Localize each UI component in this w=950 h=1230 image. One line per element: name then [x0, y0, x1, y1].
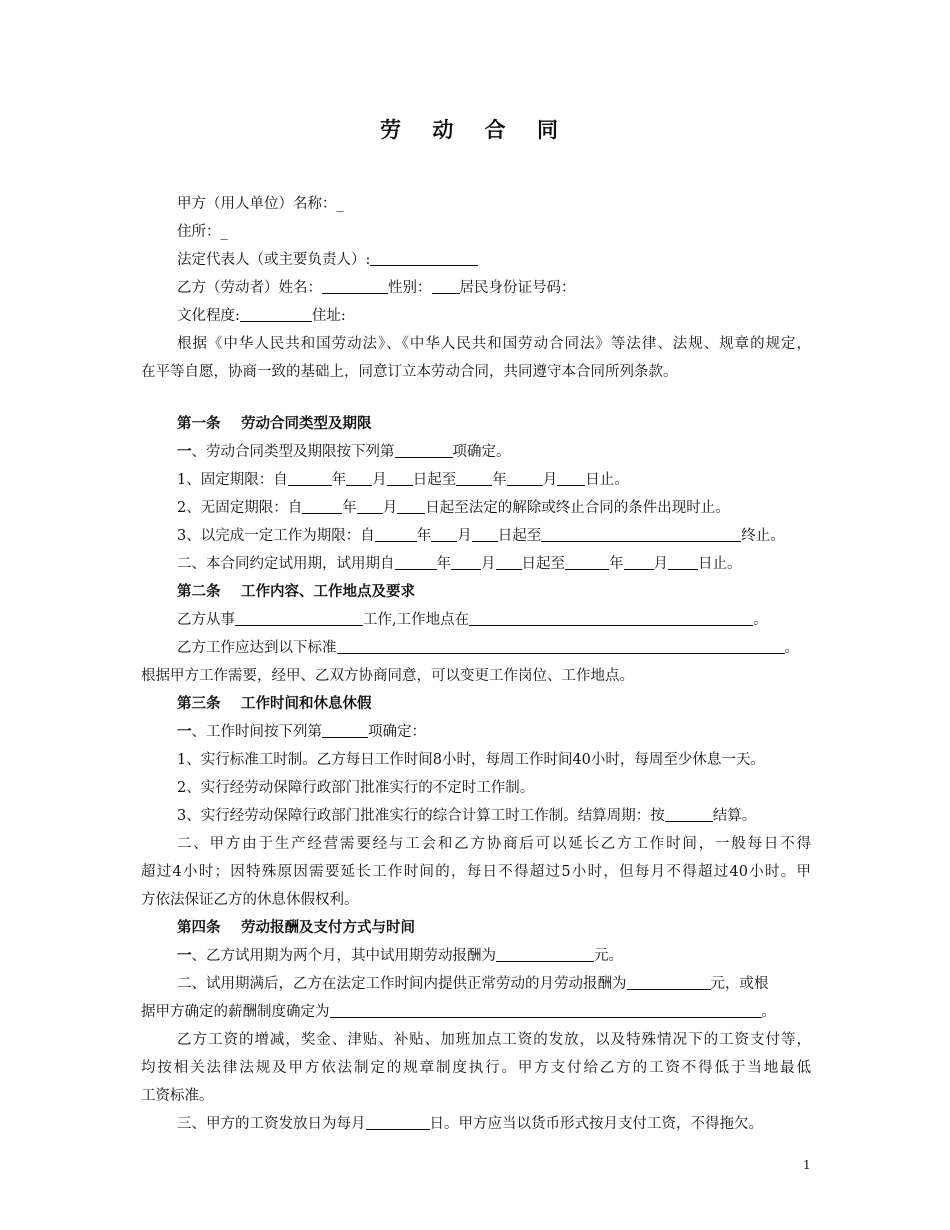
day-from-to-text: 日起至 [412, 472, 457, 488]
overtime-line-1: 二、甲方由于生产经营需要经与工会和乙方协商后可以延长乙方工作时间，一般每日不得 [177, 836, 811, 852]
year-text: 年 [609, 556, 624, 572]
trial-start-day-blank[interactable] [496, 554, 522, 570]
yuan-text: 元。 [594, 948, 623, 964]
art3-item-a [141, 718, 811, 746]
article-4-heading [141, 914, 811, 942]
party-a-label: 甲方（用人单位）名称：_ [177, 196, 344, 212]
task-term-line [141, 522, 811, 550]
trial-end-day-blank[interactable] [668, 554, 698, 570]
task-term-to-text: 日起至 [497, 528, 542, 544]
article-1-title: 劳动合同类型及期限 [241, 416, 372, 432]
payday-label: 三、甲方的工资发放日为每月 [177, 1116, 366, 1132]
month-text: 月 [481, 556, 496, 572]
art1-item-a-text: 、劳动合同类型及期限按下列第 [191, 444, 395, 460]
contract-body [141, 190, 811, 1138]
work-standard-line [141, 634, 811, 662]
education-line [141, 302, 811, 330]
month-text: 月 [542, 472, 558, 488]
article-3-title: 工作时间和休息休假 [241, 696, 372, 712]
article-4-number: 第四条 [177, 920, 221, 936]
standard-blank[interactable] [337, 638, 785, 654]
comprehensive-hours-label: 3、实行经劳动保障行政部门批准实行的综合计算工时工作制。结算周期：按 [177, 808, 665, 824]
year-text: 年 [436, 556, 451, 572]
party-b-name-label: 乙方（劳动者）姓名： [177, 280, 322, 296]
task-start-day-blank[interactable] [472, 526, 498, 542]
article-2-heading [141, 578, 811, 606]
article-2-number: 第二条 [177, 584, 221, 600]
month-text: 月 [653, 556, 668, 572]
month-text: 月 [372, 472, 387, 488]
monthly-pay-blank[interactable] [627, 974, 711, 990]
art1-item-a [141, 438, 811, 466]
open-start-month-blank[interactable] [357, 498, 383, 514]
period-text: 。 [761, 1004, 776, 1020]
wage-line-3: 工资标准。 [141, 1088, 214, 1104]
wage-line-2: 均按相关法律法规及甲方依法制定的规章制度执行。甲方支付给乙方的工资不得低于当地最低 [141, 1060, 811, 1076]
task-start-year-blank[interactable] [375, 526, 417, 542]
page-number: 1 [803, 1158, 811, 1172]
standard-hours-line: 1、实行标准工时制。乙方每日工作时间8小时，每周工作时间40小时，每周至少休息一天。 [177, 752, 765, 768]
fixed-start-day-blank[interactable] [387, 470, 413, 486]
salary-system-line [141, 998, 811, 1026]
work-hours-type-blank[interactable] [322, 722, 368, 738]
fixed-start-year-blank[interactable] [288, 470, 332, 486]
work-change-line: 根据甲方工作需要，经甲、乙双方协商同意，可以变更工作岗位、工作地点。 [141, 668, 634, 684]
period-text: 。 [753, 612, 768, 628]
payday-end-text: 日。甲方应当以货币形式按月支付工资，不得拖欠。 [429, 1116, 763, 1132]
payday-line [141, 1110, 811, 1138]
task-start-month-blank[interactable] [431, 526, 457, 542]
open-term-end-text: 日起至法定的解除或终止合同的条件出现时止。 [425, 500, 730, 516]
work-location-label: 工作,工作地点在 [363, 612, 470, 628]
article-2-title: 工作内容、工作地点及要求 [241, 584, 415, 600]
preamble-line-1: 根据《中华人民共和国劳动法》、《中华人民共和国劳动合同法》等法律、法规、规章的规定， [177, 336, 811, 352]
fixed-start-month-blank[interactable] [346, 470, 372, 486]
flexible-hours-line: 2、实行经劳动保障行政部门批准实行的不定时工作制。 [177, 780, 535, 796]
article-4-title: 劳动报酬及支付方式与时间 [241, 920, 415, 936]
year-text: 年 [331, 472, 347, 488]
year-text: 年 [492, 472, 507, 488]
trial-pay-blank[interactable] [496, 946, 594, 962]
trial-end-year-blank[interactable] [565, 554, 609, 570]
settlement-end-text: 结算。 [712, 808, 757, 824]
gender-label: 性别： [388, 280, 432, 296]
comprehensive-hours-line [141, 802, 811, 830]
month-text: 月 [457, 528, 472, 544]
overtime-line-2: 超过4小时；因特殊原因需要延长工作时间的，每日不得超过5小时，但每月不得超过40小时。甲 [141, 864, 811, 880]
art1-item-a-lead: 一 [177, 444, 192, 460]
party-b-line [141, 274, 811, 302]
open-start-day-blank[interactable] [397, 498, 425, 514]
year-text: 年 [342, 500, 357, 516]
article-3-heading [141, 690, 811, 718]
fixed-term-label: 1、固定期限：自 [177, 472, 288, 488]
legal-rep-label: 法定代表人（或主要负责人）: [177, 252, 371, 268]
preamble-line-2: 在平等自愿，协商一致的基础上，同意订立本劳动合同，共同遵守本合同所列条款。 [141, 364, 678, 380]
location-blank[interactable] [469, 610, 753, 626]
month-text: 月 [382, 500, 398, 516]
article-3-number: 第三条 [177, 696, 221, 712]
day-end-text: 日止。 [698, 556, 742, 572]
year-text: 年 [416, 528, 432, 544]
open-term-line [141, 494, 811, 522]
trial-period-label: 二、本合同约定试用期，试用期自 [177, 556, 395, 572]
open-start-year-blank[interactable] [302, 498, 342, 514]
education-label: 文化程度: [177, 308, 240, 324]
work-content-label: 乙方从事 [177, 612, 235, 628]
article-1-heading [141, 410, 811, 438]
id-label: 居民身份证号码： [459, 280, 576, 296]
monthly-pay-line [141, 970, 811, 998]
art3-item-a-end: 项确定： [368, 724, 426, 740]
settlement-cycle-blank[interactable] [665, 806, 713, 822]
trial-start-year-blank[interactable] [395, 554, 437, 570]
trial-period-line [141, 550, 811, 578]
fixed-end-day-blank[interactable] [557, 470, 585, 486]
address-label: 住所：_ [177, 224, 228, 240]
legal-rep-line [141, 246, 811, 274]
address-line [141, 218, 811, 246]
trial-pay-label: 、乙方试用期为两个月，其中试用期劳动报酬为 [191, 948, 496, 964]
task-end-blank[interactable] [541, 526, 741, 542]
education-blank[interactable] [240, 306, 312, 322]
trial-pay-line [141, 942, 811, 970]
salary-system-blank[interactable] [330, 1002, 762, 1018]
art3-item-a-text: 、工作时间按下列第 [191, 724, 322, 740]
name-blank[interactable] [322, 278, 388, 294]
open-term-label: 2、无固定期限：自 [177, 500, 303, 516]
task-term-label: 3、以完成一定工作为期限：自 [177, 528, 375, 544]
job-blank[interactable] [235, 610, 363, 626]
monthly-pay-label: 二、试用期满后，乙方在法定工作时间内提供正常劳动的月劳动报酬为 [177, 976, 627, 992]
payday-blank[interactable] [366, 1114, 430, 1130]
gender-blank[interactable] [432, 278, 460, 294]
work-standard-label: 乙方工作应达到以下标准 [177, 640, 337, 656]
work-content-line [141, 606, 811, 634]
legal-rep-blank[interactable] [370, 250, 478, 266]
fixed-term-line [141, 466, 811, 494]
day-from-to-text: 日起至 [521, 556, 565, 572]
overtime-line-3: 方依法保证乙方的休息休假权利。 [141, 892, 359, 908]
art1-item-a-end: 项确定。 [452, 444, 511, 460]
party-a-line [141, 190, 811, 218]
section-gap [141, 386, 811, 410]
monthly-pay-end-text: 元，或根 [710, 976, 769, 992]
trial-start-month-blank[interactable] [451, 554, 481, 570]
period-text: 。 [784, 640, 799, 656]
fixed-end-year-blank[interactable] [456, 470, 492, 486]
wage-line-1: 乙方工资的增减，奖金、津贴、补贴、加班加点工资的发放，以及特殊情况下的工资支付等， [177, 1032, 811, 1048]
residence-label: 住址: [311, 308, 346, 324]
contract-type-blank[interactable] [395, 442, 453, 458]
fixed-end-month-blank[interactable] [507, 470, 543, 486]
art3-item-a-lead: 一 [177, 724, 192, 740]
article-1-number: 第一条 [177, 416, 221, 432]
salary-system-label: 据甲方确定的薪酬制度确定为 [141, 1004, 330, 1020]
document-title: 劳 动 合 同 [380, 118, 570, 142]
trial-end-month-blank[interactable] [624, 554, 654, 570]
day-end-text: 日止。 [585, 472, 629, 488]
task-term-end-text: 终止。 [741, 528, 785, 544]
art4-item-a-lead: 一 [177, 948, 192, 964]
